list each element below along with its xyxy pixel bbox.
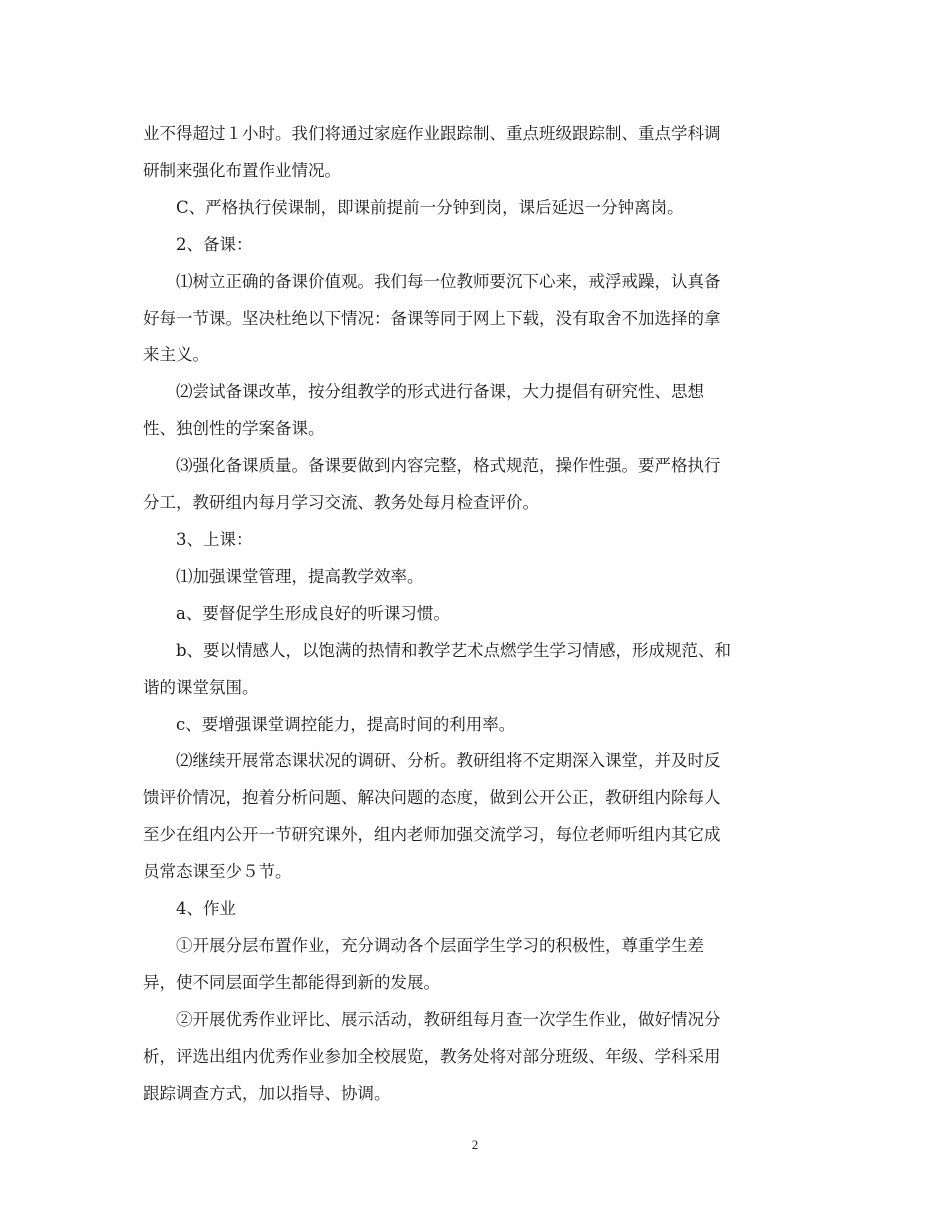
text-line: 4、作业 bbox=[176, 899, 236, 919]
text-line: 好每一节课。坚决杜绝以下情况：备课等同于网上下载，没有取舍不加选择的拿 bbox=[143, 308, 721, 328]
text-line: a、要督促学生形成良好的听课习惯。 bbox=[176, 603, 450, 623]
paragraph bbox=[143, 227, 815, 264]
text-line: ⑴加强课堂管理，提高教学效率。 bbox=[176, 566, 424, 586]
text-line: 来主义。 bbox=[143, 345, 209, 365]
text-line: 至少在组内公开一节研究课外，组内老师加强交流学习，每位老师听组内其它成 bbox=[143, 825, 721, 845]
text-line: 馈评价情况，抱着分析问题、解决问题的态度，做到公开公正，教研组内除每人 bbox=[143, 788, 721, 808]
text-line: 研制来强化布置作业情况。 bbox=[143, 160, 341, 180]
text-line: 业不得超过１小时。我们将通过家庭作业跟踪制、重点班级跟踪制、重点学科调 bbox=[143, 124, 721, 143]
text-line: ⑶强化备课质量。备课要做到内容完整，格式规范，操作性强。要严格执行 bbox=[176, 456, 721, 476]
text-line: 分工，教研组内每月学习交流、教务处每月检查评价。 bbox=[143, 493, 539, 513]
paragraph bbox=[143, 891, 815, 928]
text-line: 3、上课： bbox=[176, 529, 253, 549]
text-line: 谐的课堂氛围。 bbox=[143, 677, 259, 697]
page-number: 2 bbox=[471, 1137, 479, 1152]
text-line: c、要增强课堂调控能力，提高时间的利用率。 bbox=[176, 714, 516, 734]
text-line: ②开展优秀作业评比、展示活动，教研组每月查一次学生作业，做好情况分 bbox=[176, 1009, 721, 1029]
text-line: b、要以情感人，以饱满的热情和教学艺术点燃学生学习情感，形成规范、和 bbox=[176, 640, 732, 660]
text-line: ⑴树立正确的备课价值观。我们每一位教师要沉下心来，戒浮戒躁，认真备 bbox=[176, 271, 721, 291]
paragraph bbox=[143, 596, 815, 633]
paragraph bbox=[143, 1002, 815, 1113]
paragraph bbox=[143, 633, 815, 707]
document-body bbox=[143, 116, 815, 1112]
text-line: 异，使不同层面学生都能得到新的发展。 bbox=[143, 972, 440, 992]
text-line: 跟踪调查方式，加以指导、协调。 bbox=[143, 1083, 391, 1103]
text-line: 员常态课至少５节。 bbox=[143, 862, 292, 882]
text-line: ①开展分层布置作业，充分调动各个层面学生学习的积极性，尊重学生差 bbox=[176, 935, 704, 955]
paragraph bbox=[143, 190, 815, 227]
paragraph bbox=[143, 374, 815, 448]
paragraph bbox=[143, 264, 815, 375]
text-line: 性、独创性的学案备课。 bbox=[143, 419, 325, 439]
text-line: ⑵继续开展常态课状况的调研、分析。教研组将不定期深入课堂，并及时反 bbox=[176, 751, 721, 771]
text-line: 2、备课： bbox=[176, 234, 253, 254]
paragraph bbox=[143, 559, 815, 596]
paragraph bbox=[143, 116, 815, 190]
text-line: 析，评选出组内优秀作业参加全校展览，教务处将对部分班级、年级、学科采用 bbox=[143, 1046, 721, 1066]
text-line: ⑵尝试备课改革，按分组教学的形式进行备课，大力提倡有研究性、思想 bbox=[176, 382, 704, 402]
paragraph bbox=[143, 743, 815, 891]
paragraph bbox=[143, 448, 815, 522]
text-line: C、严格执行侯课制，即课前提前一分钟到岗，课后延迟一分钟离岗。 bbox=[176, 197, 684, 217]
paragraph bbox=[143, 707, 815, 744]
paragraph bbox=[143, 928, 815, 1002]
paragraph bbox=[143, 522, 815, 559]
